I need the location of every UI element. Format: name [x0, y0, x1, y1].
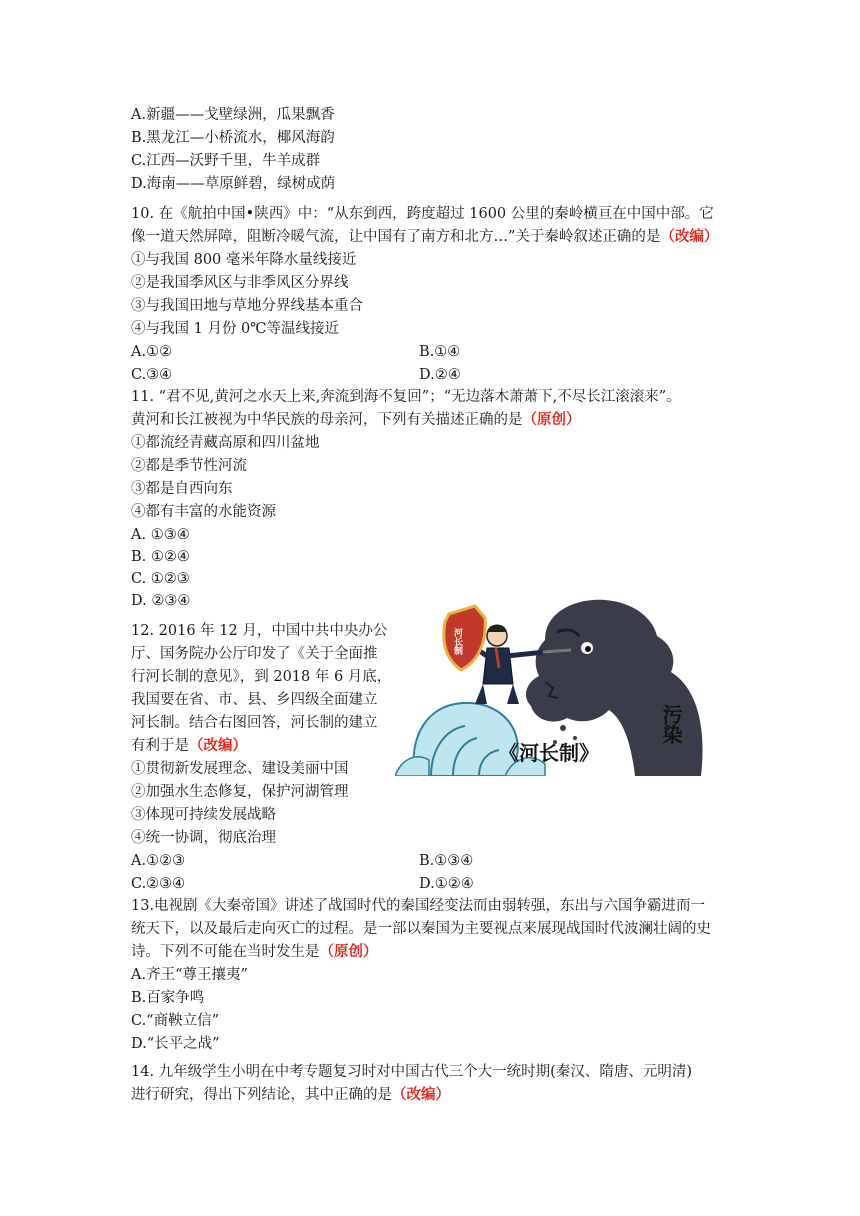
q10-statement-3: ③与我国田地与草地分界线基本重合: [131, 298, 363, 314]
q13-option-d: D.“长平之战”: [131, 1036, 220, 1052]
cartoon-caption: 《河长制》: [499, 741, 599, 765]
q12-option-b: B.①③④: [419, 853, 474, 869]
monster-label: 污染: [659, 704, 683, 744]
q11-source-tag: （原创）: [522, 411, 581, 428]
q9-option-d: D.海南——草原鲜碧，绿树成荫: [131, 176, 336, 192]
q13-stem-line3: 诗。下列不可能在当时发生是（原创）: [131, 943, 378, 960]
q13-option-a: A.齐王“尊王攘夷”: [131, 967, 248, 983]
q12-stem-line6: 有利于是（改编）: [131, 737, 247, 754]
q12-option-a: A.①②③: [131, 853, 186, 869]
q12-option-c: C.②③④: [131, 876, 186, 892]
q12-statement-1: ①贯彻新发展理念、建设美丽中国: [131, 761, 349, 777]
q10-statement-1: ①与我国 800 毫米年降水量线接近: [131, 252, 357, 268]
q11-statement-2: ②都是季节性河流: [131, 458, 247, 474]
q13-option-c: C.“商鞅立信”: [131, 1013, 220, 1029]
river-chief-cartoon-figure: [395, 592, 707, 776]
q13-option-b: B.百家争鸣: [131, 990, 205, 1006]
q11-statement-4: ④都有丰富的水能资源: [131, 504, 276, 520]
q11-option-b: B. ①②④: [131, 549, 190, 565]
q12-statement-2: ②加强水生态修复，保护河湖管理: [131, 784, 349, 800]
q10-statement-2: ②是我国季风区与非季风区分界线: [131, 275, 349, 291]
q13-source-tag: （原创）: [319, 943, 378, 960]
q10-statement-4: ④与我国 1 月份 0℃等温线接近: [131, 321, 339, 337]
q13-stem-line1: 13.电视剧《大秦帝国》讲述了战国时代的秦国经变法而由弱转强，东出与六国争霸进而一: [131, 898, 706, 914]
q10-option-b: B.①④: [419, 344, 461, 360]
q14-source-tag: （改编）: [392, 1086, 450, 1103]
q10-stem-line2: 像一道天然屏障，阻断冷暖气流，让中国有了南方和北方…”关于秦岭叙述正确的是（改编）: [131, 228, 719, 245]
q10-source-tag: （改编）: [660, 228, 719, 245]
q10-option-d: D.②④: [419, 367, 461, 383]
q12-statement-4: ④统一协调，彻底治理: [131, 830, 276, 846]
q9-option-a: A.新疆——戈壁绿洲，瓜果飘香: [131, 107, 335, 123]
q11-stem-line2: 黄河和长江被视为中华民族的母亲河，下列有关描述正确的是（原创）: [131, 411, 581, 428]
shield-label: 河长制: [452, 628, 462, 655]
q11-option-a: A. ①③④: [131, 527, 190, 543]
q11-option-d: D. ②③④: [131, 593, 191, 609]
q11-statement-3: ③都是自西向东: [131, 481, 233, 497]
q14-stem-line1: 14. 九年级学生小明在中考专题复习时对中国古代三个大一统时期(秦汉、隋唐、元明清): [131, 1064, 692, 1080]
q9-option-c: C.江西—沃野千里，牛羊成群: [131, 153, 321, 169]
q12-stem-line5: 河长制。结合右图回答，河长制的建立: [131, 715, 378, 731]
q14-stem-line2: 进行研究，得出下列结论，其中正确的是（改编）: [131, 1086, 450, 1103]
q12-stem-line1: 12. 2016 年 12 月，中国中共中央办公: [131, 623, 388, 639]
q11-statement-1: ①都流经青藏高原和四川盆地: [131, 435, 320, 451]
q12-statement-3: ③体现可持续发展战略: [131, 807, 276, 823]
q10-option-a: A.①②: [131, 344, 173, 360]
q9-option-b: B.黑龙江—小桥流水，椰风海韵: [131, 130, 335, 146]
q12-source-tag: （改编）: [189, 737, 247, 754]
q11-stem-line1: 11. “君不见,黄河之水天上来,奔流到海不复回”；“无边落木萧萧下,不尽长江滚滚来”。: [131, 389, 681, 405]
q12-stem-line4: 我国要在省、市、县、乡四级全面建立: [131, 692, 378, 708]
q12-stem-line2: 厅、国务院办公厅印发了《关于全面推: [131, 646, 378, 662]
q11-option-c: C. ①②③: [131, 571, 190, 587]
umbrella-sword: [543, 650, 571, 652]
q13-stem-line2: 统天下，以及最后走向灭亡的过程。是一部以秦国为主要视点来展现战国时代波澜壮阔的史: [131, 921, 711, 937]
q12-option-d: D.①②④: [419, 876, 474, 892]
q10-stem-line1: 10. 在《航拍中国•陕西》中：“从东到西，跨度超过 1600 公里的秦岭横亘在中国中部。它: [131, 206, 714, 222]
q10-option-c: C.③④: [131, 367, 173, 383]
q12-stem-line3: 行河长制的意见》，到 2018 年 6 月底，: [131, 669, 392, 685]
